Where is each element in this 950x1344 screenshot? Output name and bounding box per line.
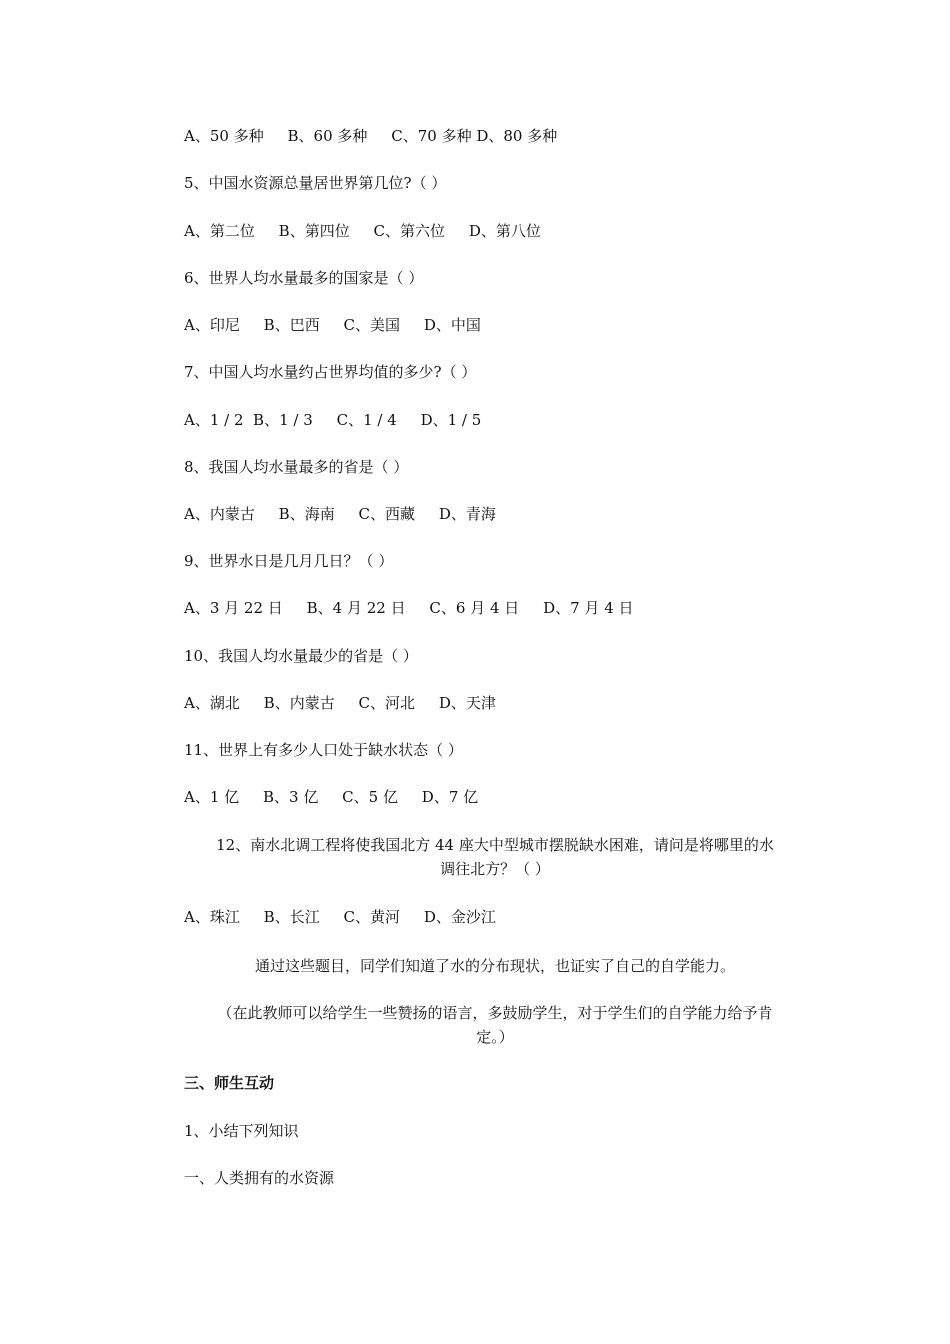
q7-question: 7、中国人均水量约占世界均值的多少?（ ） [184, 363, 477, 381]
item1-text: 1、小结下列知识 [184, 1122, 299, 1140]
q11-options: A、1 亿 B、3 亿 C、5 亿 D、7 亿 [184, 788, 479, 806]
q7-options: A、1 / 2 B、1 / 3 C、1 / 4 D、1 / 5 [184, 411, 482, 429]
q12-question-line2: 调往北方？（ ） [440, 860, 550, 878]
summary-paragraph: 通过这些题目，同学们知道了水的分布现状，也证实了自己的自学能力。 [254, 957, 735, 975]
q10-options: A、湖北 B、内蒙古 C、河北 D、天津 [184, 694, 496, 712]
q8-options: A、内蒙古 B、海南 C、西藏 D、青海 [184, 505, 496, 523]
q6-options: A、印尼 B、巴西 C、美国 D、中国 [184, 316, 481, 334]
q11-question: 11、世界上有多少人口处于缺水状态（ ） [184, 741, 463, 759]
q8-question: 8、我国人均水量最多的省是（ ） [184, 458, 409, 476]
q9-options: A、3 月 22 日 B、4 月 22 日 C、6 月 4 日 D、7 月 4 日 [184, 599, 634, 617]
q6-question: 6、世界人均水量最多的国家是（ ） [184, 269, 424, 287]
section3-heading: 三、师生互动 [184, 1074, 275, 1092]
q5-question: 5、中国水资源总量居世界第几位?（ ） [184, 174, 447, 192]
q4-options: A、50 多种 B、60 多种 C、70 多种 D、80 多种 [184, 127, 558, 145]
q9-question: 9、世界水日是几月几日？（ ） [184, 552, 394, 570]
q12-question-line1: 12、南水北调工程将使我国北方 44 座大中型城市摆脱缺水困难，请问是将哪里的水 [216, 836, 774, 854]
q12-options: A、珠江 B、长江 C、黄河 D、金沙江 [184, 908, 496, 926]
subheading1: 一、人类拥有的水资源 [184, 1169, 335, 1187]
teacher-note-line2: 定。） [476, 1028, 514, 1046]
q5-options: A、第二位 B、第四位 C、第六位 D、第八位 [184, 222, 541, 240]
q10-question: 10、我国人均水量最少的省是（ ） [184, 647, 418, 665]
teacher-note-line1: （在此教师可以给学生一些赞扬的语言，多鼓励学生，对于学生们的自学能力给予肯 [217, 1004, 773, 1022]
